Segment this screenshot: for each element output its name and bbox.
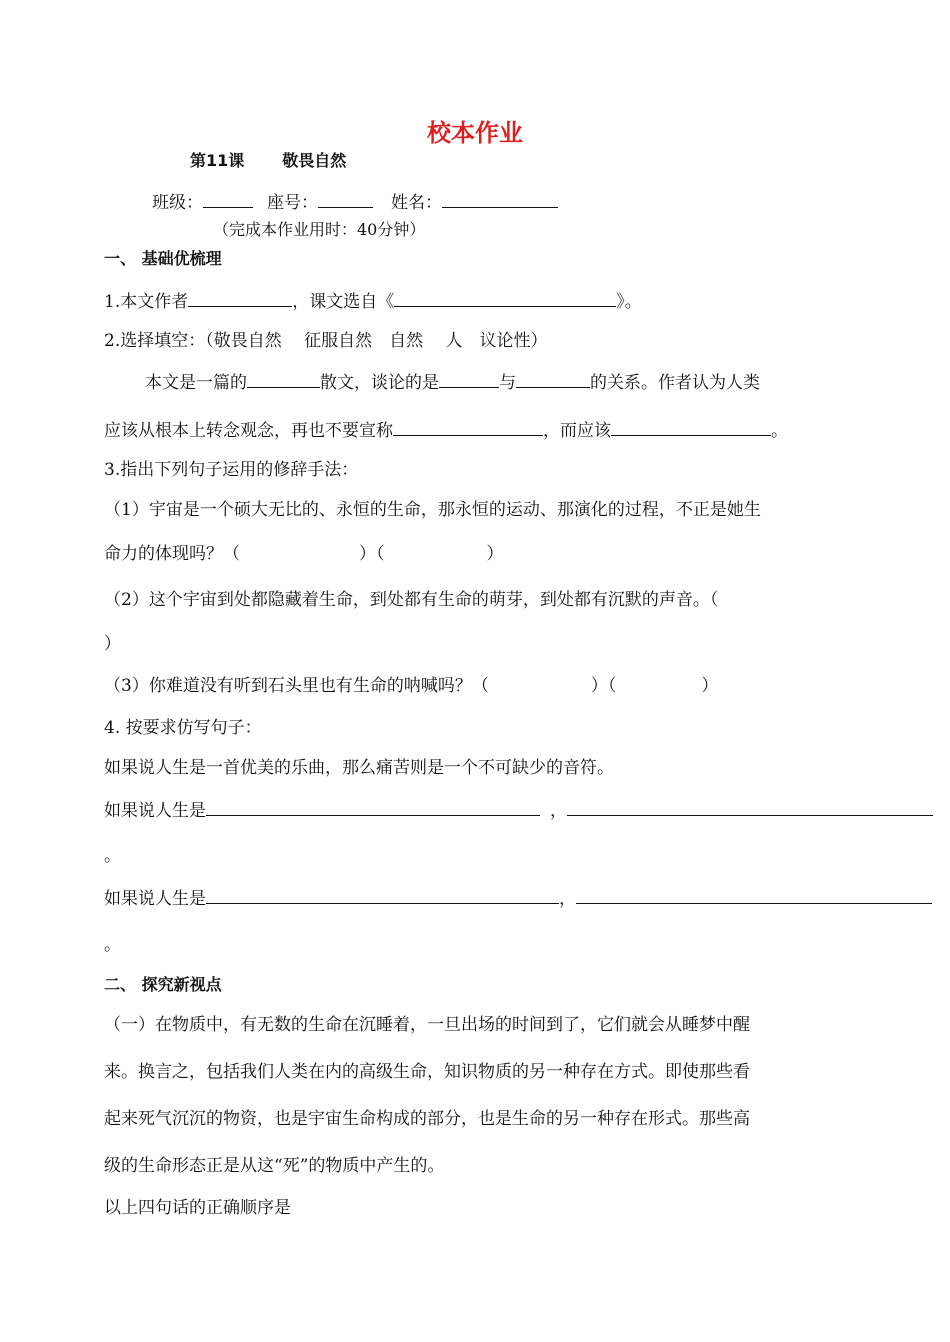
lesson-heading [190, 150, 346, 172]
q4-blank-2[interactable] [567, 798, 933, 816]
section2-paragraph-line2: 来。换言之，包括我们人类在内的高级生命，知识物质的另一种存在方式。即使那些看 [104, 1062, 750, 1082]
q1-author-field[interactable] [188, 289, 292, 307]
q4-line1-start: 如果说人生是 [104, 801, 206, 821]
name-field[interactable] [442, 190, 558, 208]
q4-line2-comma: ， [559, 889, 576, 909]
class-field[interactable] [203, 190, 253, 208]
q2-blank-5[interactable] [611, 418, 771, 436]
q2-blank-3[interactable] [516, 370, 590, 388]
q2-prompt: 2.选择填空：（敬畏自然 征服自然 自然 人 议论性） [104, 331, 548, 351]
q1-text-a: 1.本文作者 [104, 292, 189, 312]
section2-paragraph-line3: 起来死气沉沉的物资，也是宇宙生命构成的部分，也是生命的另一种存在形式。那些高 [104, 1109, 750, 1129]
q2-text-b: 散文，谈论的是 [320, 373, 439, 393]
q3-prompt: 3.指出下列句子运用的修辞手法： [104, 460, 359, 480]
q2-text-e: 应该从根本上转念观念，再也不要宣称 [104, 421, 393, 441]
q2-line1 [145, 370, 760, 394]
q2-blank-2[interactable] [439, 370, 499, 388]
section2-paragraph-line4: 级的生命形态正是从这“死”的物质中产生的。 [104, 1156, 445, 1176]
q1-source-field[interactable] [394, 289, 616, 307]
lesson-name: 敬畏自然 [282, 151, 347, 170]
q4-line2-start: 如果说人生是 [104, 889, 206, 909]
class-label: 班级： [152, 193, 203, 213]
q1-text-c: 》。 [616, 292, 642, 312]
q1-text-b: ，课文选自《 [292, 292, 395, 312]
student-info [152, 190, 558, 214]
q2-text-d: 的关系。作者认为人类 [590, 373, 760, 393]
q2-text-g: 。 [771, 421, 788, 441]
q2-text-a: 本文是一篇的 [145, 373, 247, 393]
q4-blank-4[interactable] [576, 886, 932, 904]
lesson-number: 第11课 [190, 151, 245, 170]
q2-text-c: 与 [499, 373, 516, 393]
q4-example: 如果说人生是一首优美的乐曲，那么痛苦则是一个不可缺少的音符。 [104, 758, 614, 778]
name-label: 姓名： [391, 193, 442, 213]
q3-s1-line2[interactable]: 命力的体现吗？（ ）（ ） [104, 544, 504, 564]
q3-s2-line2[interactable]: ） [104, 634, 121, 654]
q3-s1-line1: （1）宇宙是一个硕大无比的、永恒的生命，那永恒的运动、那演化的过程，不正是她生 [104, 500, 761, 520]
q1 [104, 289, 642, 313]
q4-line2-end: 。 [104, 935, 121, 955]
q4-line2 [104, 886, 932, 910]
q3-s2-line1: （2）这个宇宙到处都隐藏着生命，到处都有生命的萌芽，到处都有沉默的声音。（ [104, 590, 719, 610]
q4-line1 [104, 798, 933, 822]
q4-line1-comma: ， [550, 801, 567, 821]
q3-s3[interactable]: （3）你难道没有听到石头里也有生命的呐喊吗？（ ）（ ） [104, 676, 719, 696]
q4-prompt: 4. 按要求仿写句子： [104, 718, 262, 738]
q2-blank-4[interactable] [393, 418, 543, 436]
time-note: （完成本作业用时：40分钟） [213, 220, 426, 239]
q2-blank-1[interactable] [247, 370, 320, 388]
seat-field[interactable] [318, 190, 373, 208]
section2-paragraph-line1: （一）在物质中，有无数的生命在沉睡着，一旦出场的时间到了，它们就会从睡梦中醒 [104, 1015, 750, 1035]
seat-label: 座号： [267, 193, 318, 213]
q2-text-f: ，而应该 [543, 421, 611, 441]
q4-line1-end: 。 [104, 846, 121, 866]
section2-question: 以上四句话的正确顺序是 [104, 1198, 291, 1218]
section1-heading: 一、 基础优梳理 [104, 249, 222, 268]
q2-line2 [104, 418, 788, 442]
q4-blank-3[interactable] [206, 886, 559, 904]
page-title: 校本作业 [427, 119, 523, 147]
q4-blank-1[interactable] [206, 798, 540, 816]
section2-heading: 二、 探究新视点 [104, 975, 222, 994]
